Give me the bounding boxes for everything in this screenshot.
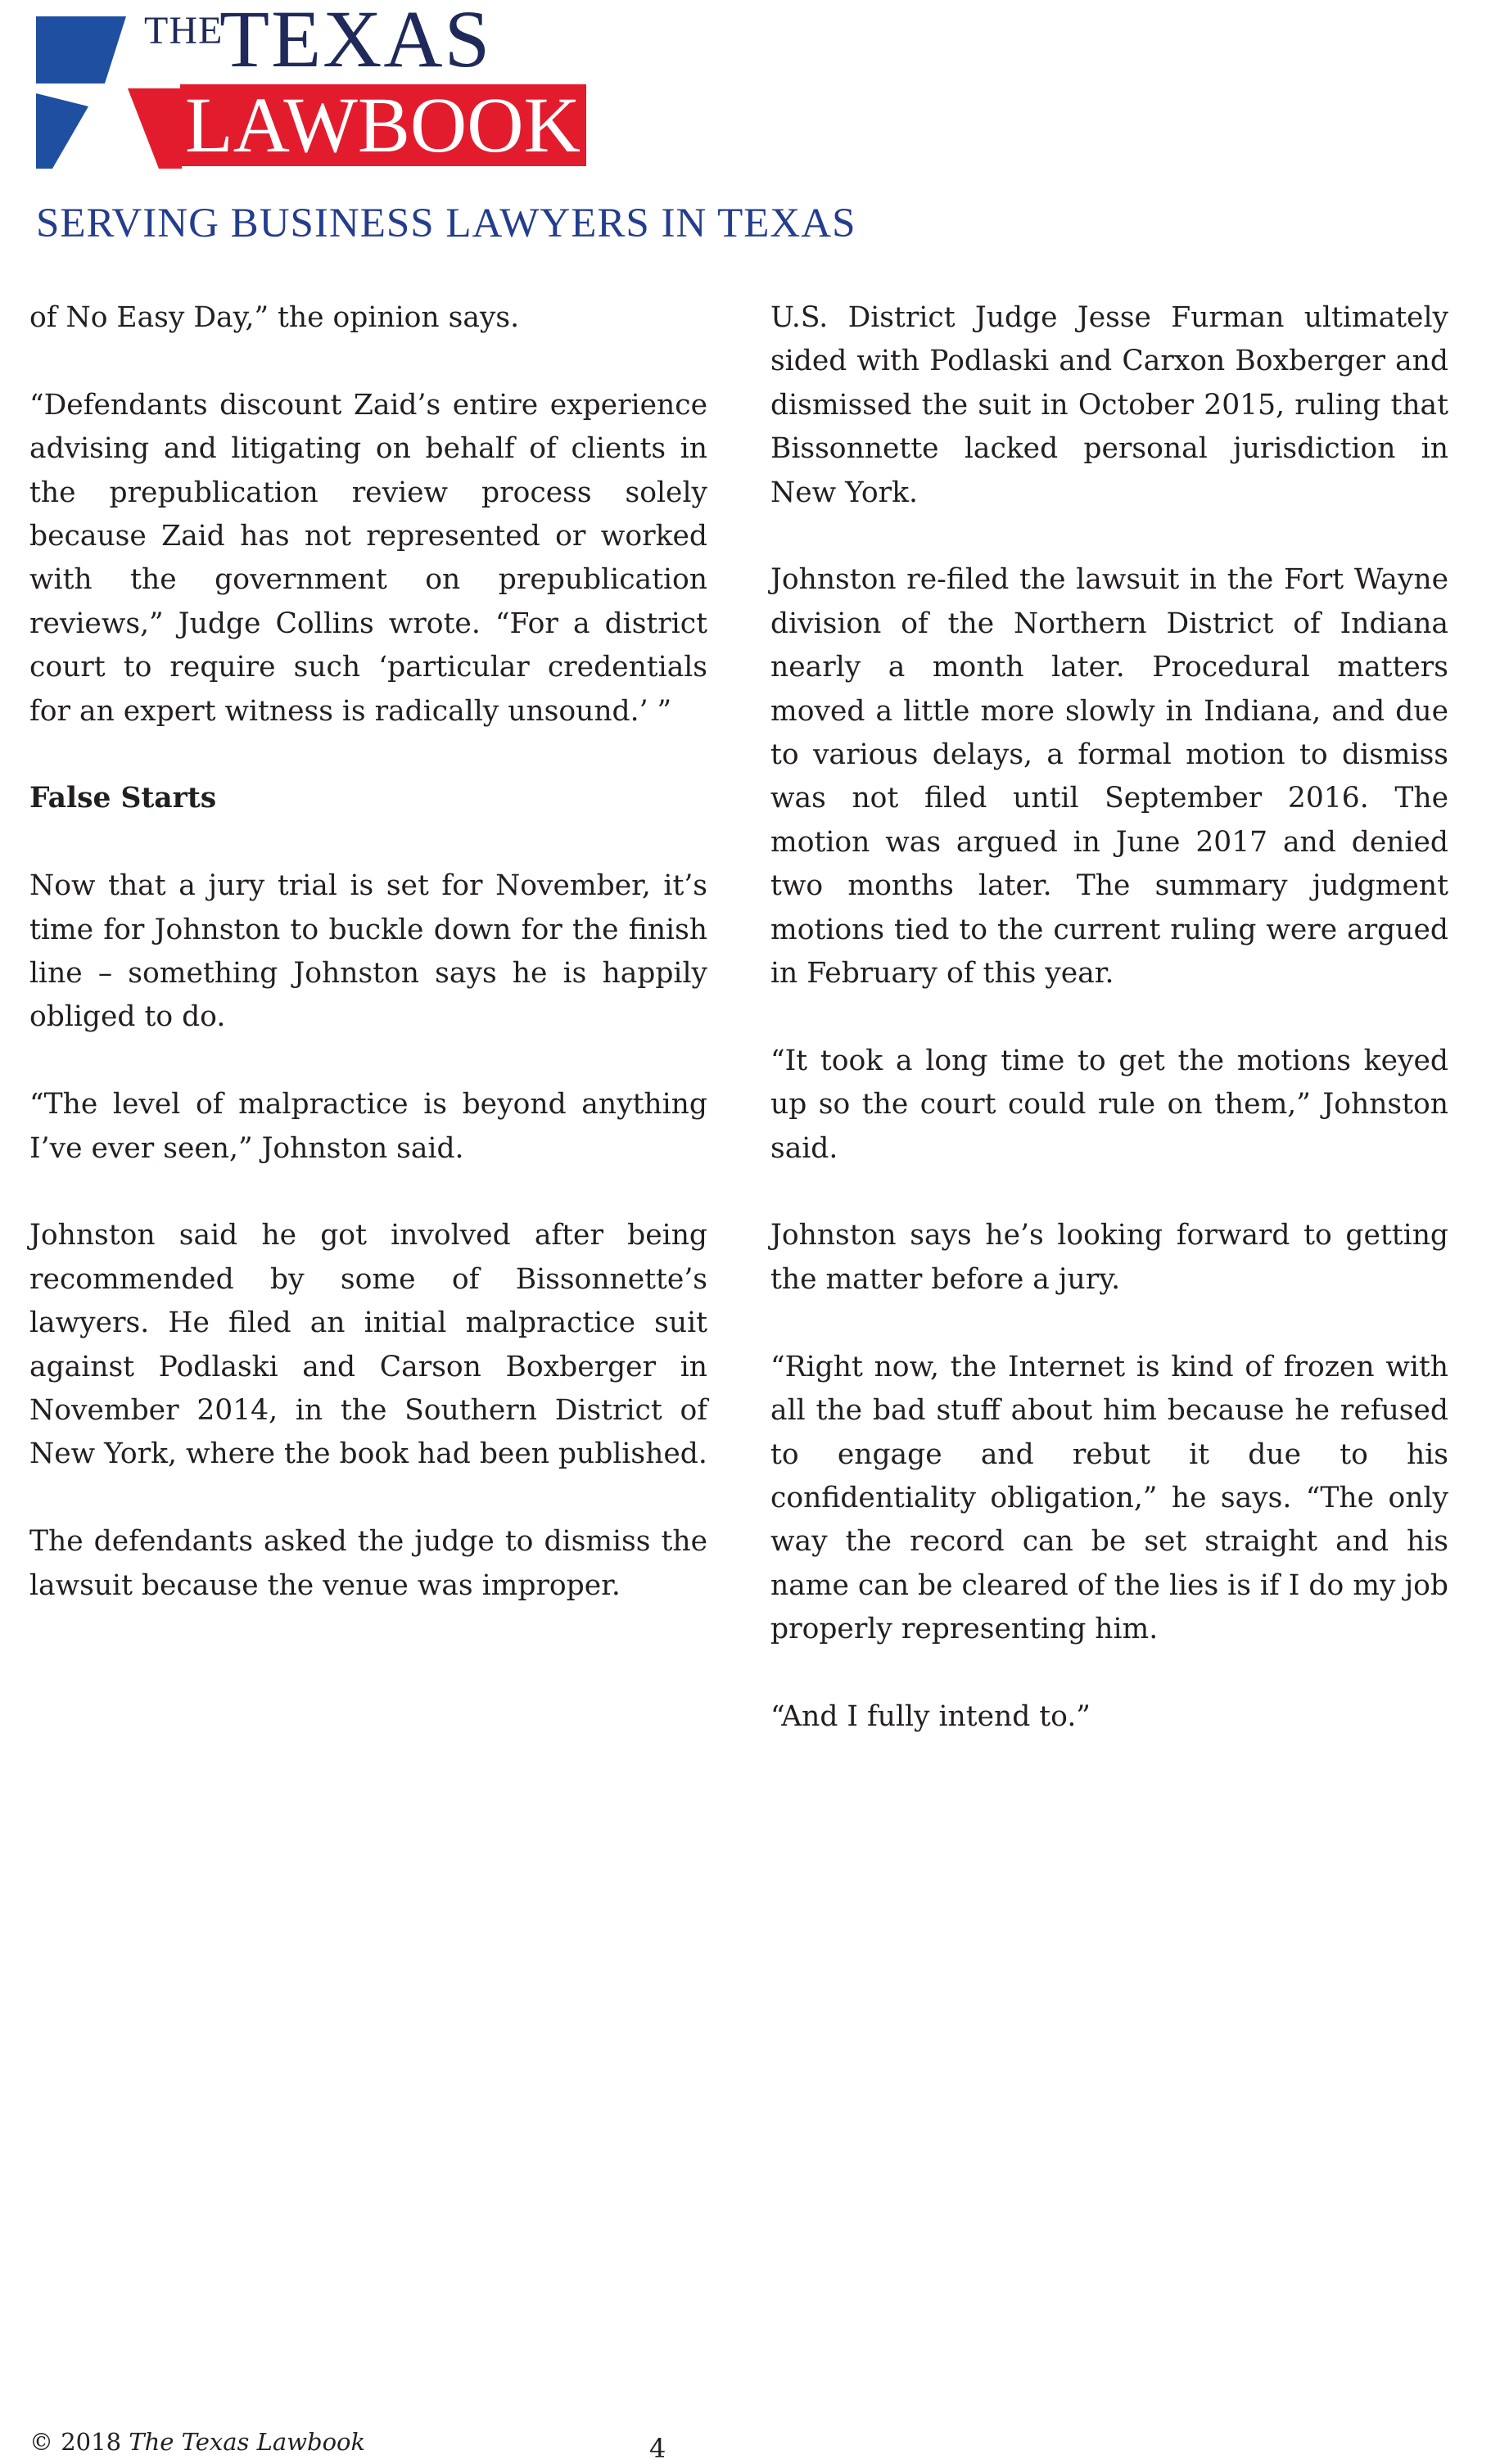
article-paragraph: “It took a long time to get the motions keyed up so the court could rule on them,” Johnston said. [770,1044,1448,1165]
article-paragraph: “The level of malpractice is beyond anything I’ve ever seen,” Johnston said. [29,1088,707,1165]
article-paragraph: Johnston re-filed the lawsuit in the Fort Wayne division of the Northern District of Indiana nearly a month later. Procedural matters moved a little more slowly in Indiana, and due to various delays, a formal motion to dismiss was not filed until September 2016. The motion was argued in June 2017 and denied two months later. The summary judgment motions tied to the current ruling were argued in February of this year. [770,563,1448,991]
article-paragraph: U.S. District Judge Jesse Furman ultimately sided with Podlaski and Carxon Boxberger and dismissed the suit in October 2015, ruling that Bissonnette lacked personal jurisdiction in New York. [770,301,1448,509]
article-paragraph: of No Easy Day,” the opinion says. [29,301,520,334]
article-paragraph: “And I fully intend to.” [770,1699,1091,1733]
footer-copyright [29,2428,365,2456]
section-heading: False Starts [29,782,217,815]
article-paragraph: The defendants asked the judge to dismiss the lawsuit because the venue was improper. [29,1525,707,1602]
logo-lawbook-text: LAWBOOK [180,84,586,166]
article-paragraph: Now that a jury trial is set for November, it’s time for Johnston to buckle down for the finish line – something Johnston says he is happily obliged to do. [29,869,707,1034]
texas-lawbook-logo [36,0,601,172]
article-right-column [770,296,1448,1783]
article-paragraph: Johnston said he got involved after being recommended by some of Bissonnette’s lawyers. He filed an initial malpractice suit against Podlaski and Carson Boxberger in November 2014, in the Southern District of New York, where the book had been published. [29,1219,707,1471]
masthead-tagline: SERVING BUSINESS LAWYERS IN TEXAS [36,201,856,246]
copyright-prefix: © 2018 [29,2428,129,2456]
article-paragraph: “Right now, the Internet is kind of frozen with all the bad stuff about him because he refused to engage and rebut it due to his confidentiality obligation,” he says. “The only way the record can be set straight and his name can be cleared of the lies is if I do my job properly representing him. [770,1350,1448,1646]
copyright-publication: The Texas Lawbook [129,2428,366,2456]
logo-texas-text: TEXAS [219,0,492,84]
page-number: 4 [649,2433,666,2464]
article-paragraph: Johnston says he’s looking forward to getting the matter before a jury. [770,1219,1448,1296]
article-left-column [29,296,707,1651]
logo-the-text: THE [144,9,224,52]
article-paragraph: “Defendants discount Zaid’s entire experience advising and litigating on behalf of clients in the prepublication review process solely because Zaid has not represented or worked with the government on prepublication reviews,” Judge Collins wrote. “For a district court to require such ‘particular credentials for an expert witness is radically unsound.’ ” [29,388,707,728]
